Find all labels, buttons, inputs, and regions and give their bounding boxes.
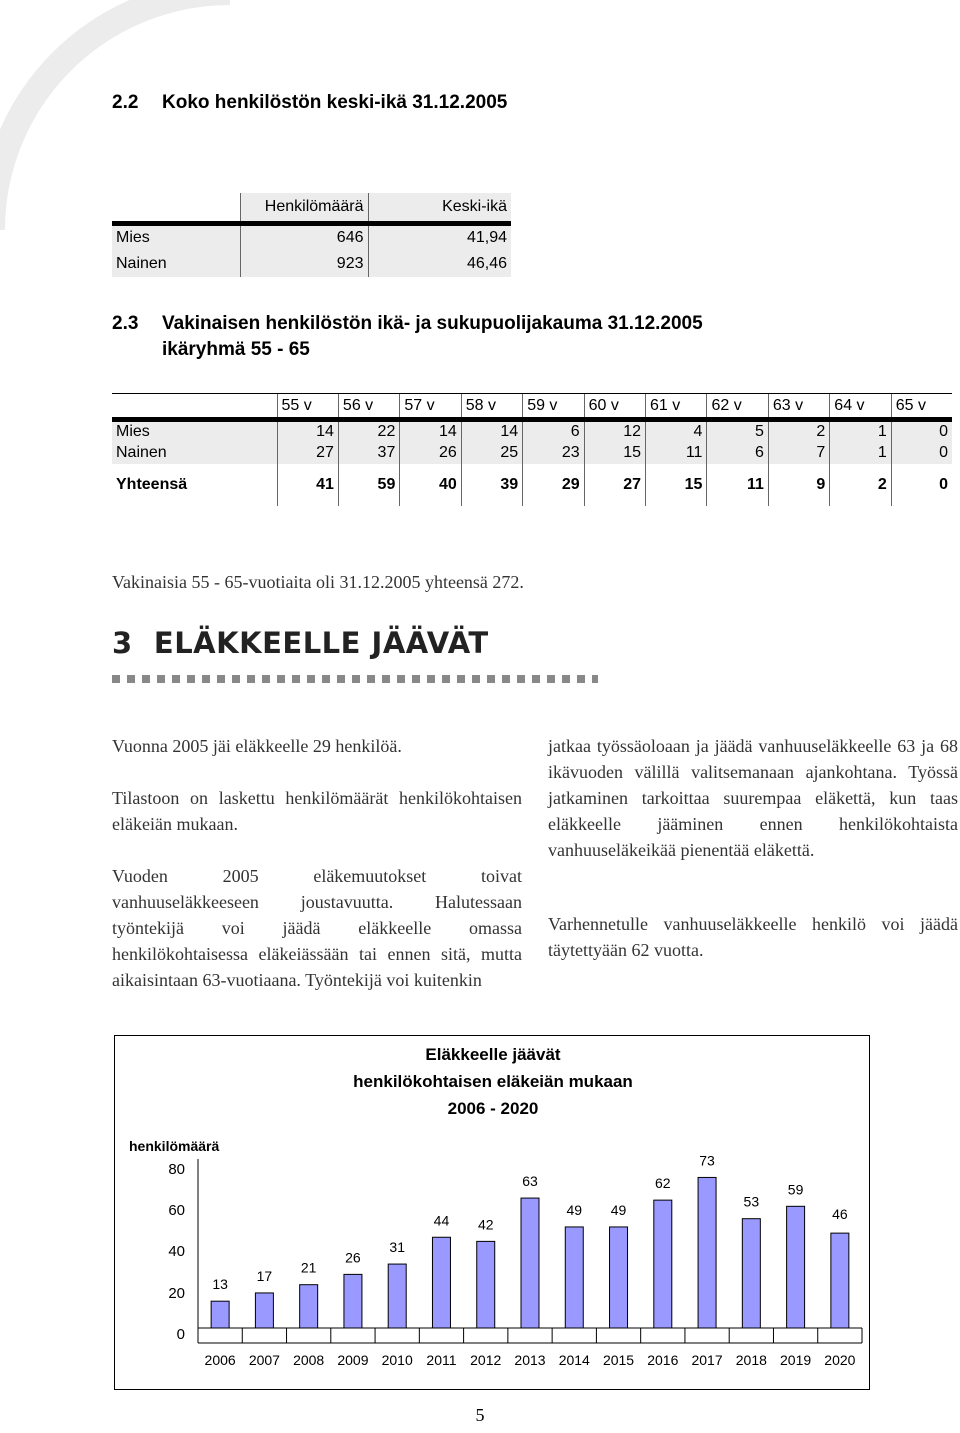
table-cell: 23 <box>523 442 584 464</box>
total-cell: 9 <box>768 464 829 506</box>
x-category-label: 2006 <box>204 1352 236 1368</box>
page-number: 5 <box>475 1405 485 1425</box>
table-cell: 6 <box>523 420 584 442</box>
right-paragraph-2: Varhennetulle vanhuuseläkkeelle henkilö voi jäädä täytettyään 62 vuotta. <box>548 914 958 960</box>
age-header: 62 v <box>707 394 768 420</box>
table-cell: 14 <box>277 420 338 442</box>
bar <box>654 1200 672 1328</box>
chart-title-line: 2006 - 2020 <box>447 1099 539 1118</box>
section-subtitle: ikäryhmä 55 - 65 <box>162 339 310 360</box>
row-label: Yhteensä <box>116 475 188 493</box>
bar <box>388 1264 406 1328</box>
bar <box>432 1237 450 1328</box>
table-cell: 25 <box>461 442 522 464</box>
x-category-label: 2014 <box>558 1352 590 1368</box>
age-header: 60 v <box>584 394 645 420</box>
bar-value-label: 59 <box>787 1181 804 1198</box>
age-header: 58 v <box>461 394 522 420</box>
age-header: 56 v <box>338 394 399 420</box>
bar <box>610 1227 628 1328</box>
age-header: 55 v <box>277 394 338 420</box>
table-cell: 5 <box>707 420 768 442</box>
bar-value-label: 26 <box>345 1249 361 1266</box>
right-paragraph-1: jatkaa työssäoloaan ja jäädä vanhuuseläkkeelle 63 ja 68 ikävuoden välillä valitsemanaan ajankohtana. Työssä jatkaminen tarkoittaa suurempaa eläkettä, kun taas eläkkeelle jääminen ennen henkilökohtaista vanhuuseläkeikää pienentää eläkettä. <box>548 736 958 860</box>
table-cell: 14 <box>461 420 522 442</box>
bar-chart <box>115 1036 869 1389</box>
section-title-text: Vakinaisen henkilöstön ikä- ja sukupuolijakauma 31.12.2005 <box>162 313 703 334</box>
chapter-number: 3 <box>112 626 133 660</box>
table-cell: 2 <box>768 420 829 442</box>
age-header: 61 v <box>646 394 707 420</box>
header-count: Henkilömäärä <box>240 193 368 223</box>
bar-value-label: 13 <box>212 1276 228 1293</box>
bar <box>831 1233 849 1328</box>
bar-value-label: 73 <box>699 1152 715 1169</box>
bar <box>477 1241 495 1328</box>
x-category-label: 2009 <box>337 1352 369 1368</box>
table-cell: 4 <box>646 420 707 442</box>
bar <box>787 1206 805 1328</box>
x-category-label: 2013 <box>514 1352 546 1368</box>
total-cell: 0 <box>891 464 952 506</box>
table-cell: 7 <box>768 442 829 464</box>
table-cell: 12 <box>584 420 645 442</box>
y-tick-label: 60 <box>168 1202 185 1219</box>
x-category-label: 2017 <box>691 1352 723 1368</box>
table-row <box>112 442 952 464</box>
bar <box>565 1227 583 1328</box>
table-cell: 0 <box>891 442 952 464</box>
table-cell: 0 <box>891 420 952 442</box>
age-header: 63 v <box>768 394 829 420</box>
x-category-label: 2016 <box>647 1352 679 1368</box>
table-cell: 15 <box>584 442 645 464</box>
chapter-heading <box>112 626 489 660</box>
row-label: Nainen <box>112 442 277 464</box>
total-cell: 29 <box>523 464 584 506</box>
table-row: Nainen 923 46,46 <box>112 250 511 277</box>
left-paragraph-1: Vuonna 2005 jäi eläkkeelle 29 henkilöä. <box>112 736 402 756</box>
bar <box>255 1293 273 1328</box>
x-category-label: 2011 <box>426 1352 457 1368</box>
chart-title-line: henkilökohtaisen eläkeiän mukaan <box>353 1072 633 1091</box>
y-tick-label: 20 <box>168 1285 185 1302</box>
section-number: 2.3 <box>112 313 139 334</box>
age-header: 59 v <box>523 394 584 420</box>
total-cell: 15 <box>646 464 707 506</box>
retirement-chart <box>114 1035 870 1390</box>
bar-value-label: 31 <box>389 1239 405 1256</box>
heading-underline <box>112 675 598 683</box>
table-cell: 22 <box>338 420 399 442</box>
y-tick-label: 0 <box>176 1326 185 1343</box>
x-category-label: 2008 <box>293 1352 325 1368</box>
x-category-label: 2010 <box>381 1352 413 1368</box>
x-category-label: 2015 <box>602 1352 635 1368</box>
table-cell: 27 <box>277 442 338 464</box>
age-header: 64 v <box>830 394 891 420</box>
left-paragraph-3: Vuoden 2005 eläkemuutokset toivat vanhuuseläkkeeseen joustavuutta. Halutessaan työntekijä voi jäädä eläkkeelle omassa henkilökohtaisessa eläkeiässään tai ennen sitä, mutta aikaisintaan 63-vuotiaana. Työntekijä voi kuitenkin <box>112 866 522 990</box>
section-2-2-title <box>112 90 507 116</box>
x-category-label: 2019 <box>780 1352 812 1368</box>
bar-value-label: 21 <box>300 1259 317 1276</box>
summary-note: Vakinaisia 55 - 65-vuotiaita oli 31.12.2005 yhteensä 272. <box>112 572 524 592</box>
header-avg-age: Keski-ikä <box>368 193 511 223</box>
y-tick-label: 40 <box>168 1243 185 1260</box>
x-category-label: 2012 <box>470 1352 502 1368</box>
total-cell: 41 <box>277 464 338 506</box>
bar-value-label: 17 <box>256 1267 273 1284</box>
row-label: Mies <box>112 420 277 442</box>
section-number: 2.2 <box>112 92 139 113</box>
age-header: 57 v <box>400 394 461 420</box>
table-row: Mies 646 41,94 <box>112 223 511 250</box>
bar <box>521 1198 539 1328</box>
total-cell: 2 <box>830 464 891 506</box>
table-cell: 6 <box>707 442 768 464</box>
y-axis-label: henkilömäärä <box>129 1138 220 1154</box>
bar-value-label: 46 <box>832 1206 848 1222</box>
total-cell: 11 <box>707 464 768 506</box>
table-cell: 37 <box>338 442 399 464</box>
x-category-label: 2007 <box>248 1352 280 1368</box>
total-cell: 27 <box>584 464 645 506</box>
avg-age-table <box>112 193 511 277</box>
bar-value-label: 53 <box>743 1193 760 1210</box>
bar <box>211 1301 229 1328</box>
total-cell: 40 <box>400 464 461 506</box>
bar <box>698 1177 716 1328</box>
section-2-3-title <box>112 311 703 363</box>
y-tick-label: 80 <box>168 1161 185 1178</box>
bar-value-label: 62 <box>655 1175 671 1192</box>
section-title-text: Koko henkilöstön keski-ikä 31.12.2005 <box>162 92 508 113</box>
total-row <box>112 464 952 506</box>
table-cell: 1 <box>830 420 891 442</box>
chapter-title: ELÄKKEELLE JÄÄVÄT <box>153 626 489 660</box>
x-category-label: 2018 <box>735 1352 767 1368</box>
chart-title-line: Eläkkeelle jäävät <box>425 1045 561 1064</box>
table-cell: 26 <box>400 442 461 464</box>
bar-value-label: 42 <box>477 1216 494 1233</box>
bar-value-label: 49 <box>566 1201 583 1218</box>
total-cell: 59 <box>338 464 399 506</box>
x-category-label: 2020 <box>824 1352 856 1368</box>
table-row <box>112 420 952 442</box>
bar-value-label: 63 <box>522 1173 538 1189</box>
total-cell: 39 <box>461 464 522 506</box>
age-gender-table <box>112 393 952 506</box>
bar-value-label: 49 <box>610 1201 627 1218</box>
table-cell: 14 <box>400 420 461 442</box>
bar <box>344 1274 362 1328</box>
bar <box>742 1219 760 1328</box>
table-cell: 1 <box>830 442 891 464</box>
bar <box>300 1285 318 1328</box>
left-paragraph-2: Tilastoon on laskettu henkilömäärät henkilökohtaisen eläkeiän mukaan. <box>112 788 522 834</box>
age-header: 65 v <box>891 394 952 420</box>
bar-value-label: 44 <box>433 1212 450 1229</box>
table-cell: 11 <box>646 442 707 464</box>
